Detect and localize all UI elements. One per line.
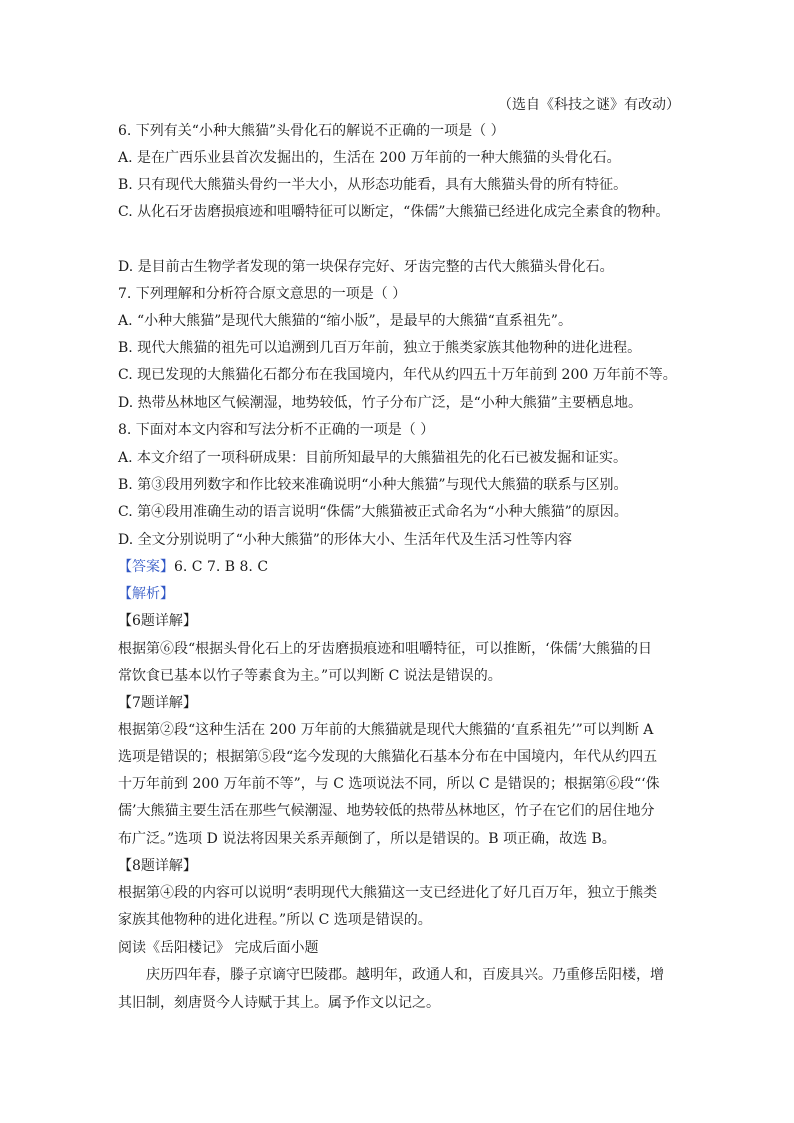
detail-7-heading: 【7题详解】 <box>118 695 197 711</box>
detail-6-line: 根据第⑥段“根据头骨化石上的牙齿磨损痕迹和咀嚼特征，可以推断，‘侏儒’大熊猫的日 <box>118 641 653 657</box>
question-8-stem: 8. 下面对本文内容和写法分析不正确的一项是（ ） <box>118 422 435 438</box>
detail-7-line: 选项是错误的；根据第⑤段“迄今发现的大熊猫化石基本分布在中国境内，年代从约四五 <box>118 749 658 765</box>
question-8-option-a: A. 本文介绍了一项科研成果：目前所知最早的大熊猫祖先的化石已被发掘和证实。 <box>118 450 628 466</box>
source-note: （选自《科技之谜》有改动） <box>498 97 680 113</box>
detail-7-line: 根据第②段“这种生活在 200 万年前的大熊猫就是现代大熊猫的‘直系祖先’”可以判断 A <box>118 722 654 738</box>
detail-8-line: 根据第④段的内容可以说明“表明现代大熊猫这一支已经进化了好几百万年，独立于熊类 <box>118 885 658 901</box>
reading-passage-line: 庆历四年春，滕子京谪守巴陵郡。越明年，政通人和，百废具兴。乃重修岳阳楼，增 <box>146 967 664 983</box>
question-7-option-b: B. 现代大熊猫的祖先可以追溯到几百万年前，独立于熊类家族其他物种的进化进程。 <box>118 340 642 356</box>
question-8-option-d: D. 全文分别说明了“小种大熊猫”的形体大小、生活年代及生活习性等内容 <box>118 532 572 548</box>
detail-7-line: 儒’大熊猫主要生活在那些气候潮湿、地势较低的热带丛林地区，竹子在它们的居住地分 <box>118 803 655 819</box>
question-6-stem: 6. 下列有关“小种大熊猫”头骨化石的解说不正确的一项是（ ） <box>118 123 505 139</box>
detail-7-line: 十万年前到 200 万年前不等”，与 C 选项说法不同，所以 C 是错误的；根据第⑥段“‘侏 <box>118 776 660 792</box>
question-7-option-c: C. 现已发现的大熊猫化石都分布在我国境内，年代从约四五十万年前到 200 万年前不等。 <box>118 367 677 383</box>
reading-passage-line: 其旧制，刻唐贤今人诗赋于其上。属予作文以记之。 <box>118 995 440 1011</box>
question-6-option-b: B. 只有现代大熊猫头骨约一半大小，从形态功能看，具有大熊猫头骨的所有特征。 <box>118 177 628 193</box>
answer-line <box>118 557 268 577</box>
question-7-stem: 7. 下列理解和分析符合原文意思的一项是（ ） <box>118 286 407 302</box>
answer-text: 6. C 7. B 8. C <box>174 559 269 575</box>
answer-tag: 【答案】 <box>118 559 174 575</box>
detail-6-heading: 【6题详解】 <box>118 613 197 629</box>
question-8-option-b: B. 第③段用列数字和作比较来准确说明“小种大熊猫”与现代大熊猫的联系与区别。 <box>118 477 628 493</box>
question-6-option-a: A. 是在广西乐业县首次发掘出的，生活在 200 万年前的一种大熊猫的头骨化石。 <box>118 150 621 166</box>
detail-8-heading: 【8题详解】 <box>118 858 197 874</box>
question-7-option-d: D. 热带丛林地区气候潮湿，地势较低，竹子分布广泛，是“小种大熊猫”主要栖息地。 <box>118 395 642 411</box>
detail-8-line: 家族其他物种的进化进程。”所以 C 选项是错误的。 <box>118 912 432 928</box>
question-6-option-c: C. 从化石牙齿磨损痕迹和咀嚼特征可以断定，“侏儒”大熊猫已经进化成完全素食的物种。 <box>118 204 670 220</box>
reading-title: 阅读《岳阳楼记》 完成后面小题 <box>118 940 319 956</box>
question-6-option-d: D. 是目前古生物学者发现的第一块保存完好、牙齿完整的古代大熊猫头骨化石。 <box>118 259 614 275</box>
question-8-option-c: C. 第④段用准确生动的语言说明“侏儒”大熊猫被正式命名为“小种大熊猫”的原因。 <box>118 504 628 520</box>
detail-7-line: 布广泛。”选项 D 说法将因果关系弄颠倒了，所以是错误的。B 项正确，故选 B。 <box>118 831 616 847</box>
analysis-tag: 【解析】 <box>118 586 174 602</box>
detail-6-line: 常饮食已基本以竹子等素食为主。”可以判断 C 说法是错误的。 <box>118 668 502 684</box>
question-7-option-a: A. “小种大熊猫”是现代大熊猫的“缩小版”，是最早的大熊猫“直系祖先”。 <box>118 313 572 329</box>
